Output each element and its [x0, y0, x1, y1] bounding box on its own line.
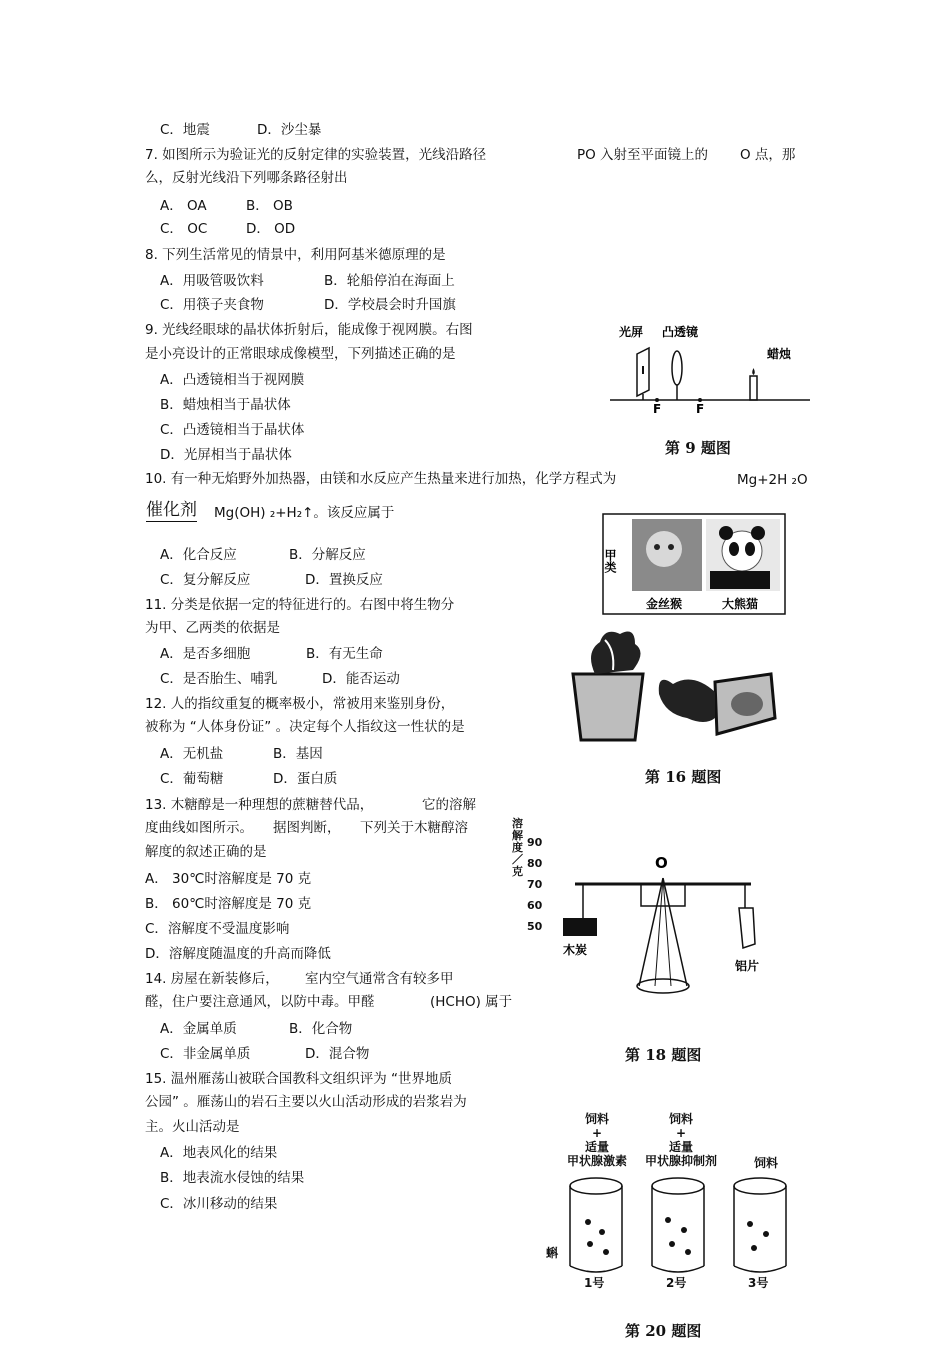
fig20-feed1: 饲料 + 适量 甲状腺激素 — [566, 1112, 627, 1168]
q12-option-b: B．基因 — [273, 746, 323, 762]
q13-stem-1a: 13. 木糖醇是一种理想的蔗糖替代品， — [145, 797, 374, 813]
fig20-jar-1 — [570, 1178, 622, 1272]
q9-stem-2: 是小亮设计的正常眼球成像模型，下列描述正确的是 — [145, 346, 456, 362]
q12-stem-1: 12. 人的指纹重复的概率极小，常被用来鉴别身份， — [145, 696, 455, 712]
solubility-tick-60: 60 — [527, 899, 543, 912]
solubility-ticks — [527, 832, 542, 937]
q10-option-a: A．化合反应 — [160, 547, 237, 563]
q11-stem-1: 11. 分类是依据一定的特征进行的。右图中将生物分 — [145, 597, 455, 613]
q13-stem-3: 解度的叙述正确的是 — [145, 844, 267, 860]
q14-stem-2a: 醛，住户要注意通风，以防中毒。甲醛 — [145, 994, 375, 1010]
fig16-plant-tilted — [659, 680, 715, 723]
fig16-caption: 第 16 题图 — [645, 768, 722, 786]
q7-option-d: D． OD — [246, 221, 296, 237]
fig9-candle — [750, 376, 757, 400]
q7-option-a: A． OA — [160, 198, 207, 214]
fig9-focus-left: F — [653, 402, 662, 416]
q9-option-d: D．光屏相当于晶状体 — [160, 447, 292, 463]
fig18-aluminum — [739, 908, 755, 948]
q11-option-d: D．能否运动 — [322, 671, 400, 687]
q9-option-c: C．凸透镜相当于晶状体 — [160, 422, 305, 438]
q7-stem-1c: O 点，那 — [740, 147, 796, 163]
q6-option-d: D．沙尘暴 — [257, 122, 322, 138]
q14-option-b: B．化合物 — [289, 1021, 353, 1037]
q13-stem-2c: 下列关于木糖醇溶 — [360, 820, 468, 836]
fig16-leaf-pattern — [731, 692, 763, 716]
q15-stem-1: 15. 温州雁荡山被联合国教科文组织评为 “世界地质 — [145, 1071, 453, 1087]
q15-option-a: A．地表风化的结果 — [160, 1145, 278, 1161]
fig20-feed2: 饲料 + 适量 甲状腺抑制剂 — [644, 1112, 717, 1168]
fig20-jar-2 — [652, 1178, 704, 1272]
fig9-caption: 第 9 题图 — [665, 439, 731, 457]
fig20-experiment — [540, 1102, 790, 1292]
q12-stem-2: 被称为 “人体身份证” 。决定每个人指纹这一性状的是 — [145, 719, 465, 735]
fig9-flame — [752, 368, 755, 375]
q7-option-b: B． OB — [246, 198, 293, 214]
fig11-label-monkey: 金丝猴 — [646, 597, 683, 611]
fig18-base — [637, 979, 689, 993]
q7-stem-1b: PO 入射至平面镜上的 — [577, 147, 709, 163]
fig16-plants — [565, 622, 780, 747]
fig18-left-label: 木炭 — [563, 943, 588, 957]
q13-stem-1b: 它的溶解 — [422, 797, 476, 813]
q15-stem-3: 主。火山活动是 — [145, 1119, 240, 1135]
q8-option-a: A．用吸管吸饮料 — [160, 273, 264, 289]
fig11-group-label: 甲类 — [603, 549, 617, 573]
q14-option-c: C．非金属单质 — [160, 1046, 251, 1062]
q12-option-c: C．葡萄糖 — [160, 771, 224, 787]
fig18-charcoal — [563, 918, 597, 936]
solubility-tick-90: 90 — [527, 836, 543, 849]
q6-option-c: C．地震 — [160, 122, 210, 138]
q7-stem-1a: 7. 如图所示为验证光的反射定律的实验装置，光线沿路径 — [145, 147, 487, 163]
fig9-screen-label: 光屏 — [619, 325, 644, 339]
q10-equation-left: Mg+2H ₂O — [737, 472, 808, 488]
solubility-tick-70: 70 — [527, 878, 543, 891]
q15-option-c: C．冰川移动的结果 — [160, 1196, 278, 1212]
q11-option-b: B．有无生命 — [306, 646, 383, 662]
q14-option-d: D．混合物 — [305, 1046, 370, 1062]
q11-option-a: A．是否多细胞 — [160, 646, 251, 662]
fig20-tadpole-label: 蝌 — [546, 1246, 559, 1260]
q8-option-c: C．用筷子夹食物 — [160, 297, 264, 313]
fig20-jar1-label: 1号 — [584, 1276, 605, 1290]
q13-option-a: A． 30℃时溶解度是 70 克 — [145, 871, 312, 887]
q12-option-a: A．无机盐 — [160, 746, 224, 762]
fig20-jar3-label: 3号 — [748, 1276, 769, 1290]
fig16-plant-upright — [591, 632, 641, 674]
fig11-classification — [602, 513, 786, 615]
q15-option-b: B．地表流水侵蚀的结果 — [160, 1170, 305, 1186]
q15-stem-2: 公园” 。雁荡山的岩石主要以火山活动形成的岩浆岩为 — [145, 1094, 467, 1110]
q9-stem-1: 9. 光线经眼球的晶状体折射后，能成像于视网膜。右图 — [145, 322, 473, 338]
fig9-focus-right: F — [696, 402, 705, 416]
solubility-tick-50: 50 — [527, 920, 543, 933]
q11-stem-2: 为甲、乙两类的依据是 — [145, 620, 280, 636]
q14-stem-1b: 室内空气通常含有较多甲 — [305, 971, 454, 987]
fig9-optics-diagram — [605, 318, 815, 418]
fig18-caption: 第 18 题图 — [625, 1046, 702, 1064]
fig18-lever — [555, 848, 770, 1008]
q7-option-c: C． OC — [160, 221, 208, 237]
q8-stem: 8. 下列生活常见的情景中，利用阿基米德原理的是 — [145, 247, 446, 263]
q13-option-c: C．溶解度不受温度影响 — [145, 921, 290, 937]
fig16-pot-upright — [573, 674, 643, 740]
q8-option-d: D．学校晨会时升国旗 — [324, 297, 456, 313]
fig18-pivot-label: O — [655, 854, 668, 872]
q13-stem-2b: 据图判断， — [273, 820, 341, 836]
fig20-jar-3 — [734, 1178, 786, 1272]
q14-option-a: A．金属单质 — [160, 1021, 237, 1037]
q10-option-b: B．分解反应 — [289, 547, 366, 563]
q10-option-c: C．复分解反应 — [160, 572, 251, 588]
fig20-jar2-label: 2号 — [666, 1276, 687, 1290]
solubility-ylabel: 溶解度／克 — [512, 817, 523, 878]
fig9-lens-label: 凸透镜 — [662, 325, 699, 339]
q12-option-d: D．蛋白质 — [273, 771, 338, 787]
q10-stem-2: Mg(OH) ₂+H₂↑。该反应属于 — [214, 505, 395, 521]
q13-stem-2a: 度曲线如图所示。 — [145, 820, 253, 836]
q10-option-d: D．置换反应 — [305, 572, 383, 588]
q14-stem-1a: 14. 房屋在新装修后， — [145, 971, 279, 987]
fig11-label-panda: 大熊猫 — [722, 597, 759, 611]
fig20-feed3: 饲料 — [754, 1156, 779, 1170]
q13-option-b: B． 60℃时溶解度是 70 克 — [145, 896, 312, 912]
fig9-candle-label: 蜡烛 — [767, 347, 792, 361]
q7-stem-2: 么，反射光线沿下列哪条路径射出 — [145, 170, 348, 186]
fig20-caption: 第 20 题图 — [625, 1322, 702, 1340]
q8-option-b: B．轮船停泊在海面上 — [324, 273, 455, 289]
q10-catalyst: 催化剂 — [146, 500, 197, 520]
fig18-right-label: 铝片 — [735, 959, 760, 973]
solubility-tick-80: 80 — [527, 857, 543, 870]
q11-option-c: C．是否胎生、哺乳 — [160, 671, 278, 687]
q14-stem-2b: (HCHO) 属于 — [430, 994, 513, 1010]
q9-option-a: A．凸透镜相当于视网膜 — [160, 372, 305, 388]
q9-option-b: B．蜡烛相当于晶状体 — [160, 397, 291, 413]
q13-option-d: D．溶解度随温度的升高而降低 — [145, 946, 331, 962]
fig9-lens — [672, 351, 682, 385]
q10-stem-1: 10. 有一种无焰野外加热器，由镁和水反应产生热量来进行加热，化学方程式为 — [145, 471, 617, 487]
